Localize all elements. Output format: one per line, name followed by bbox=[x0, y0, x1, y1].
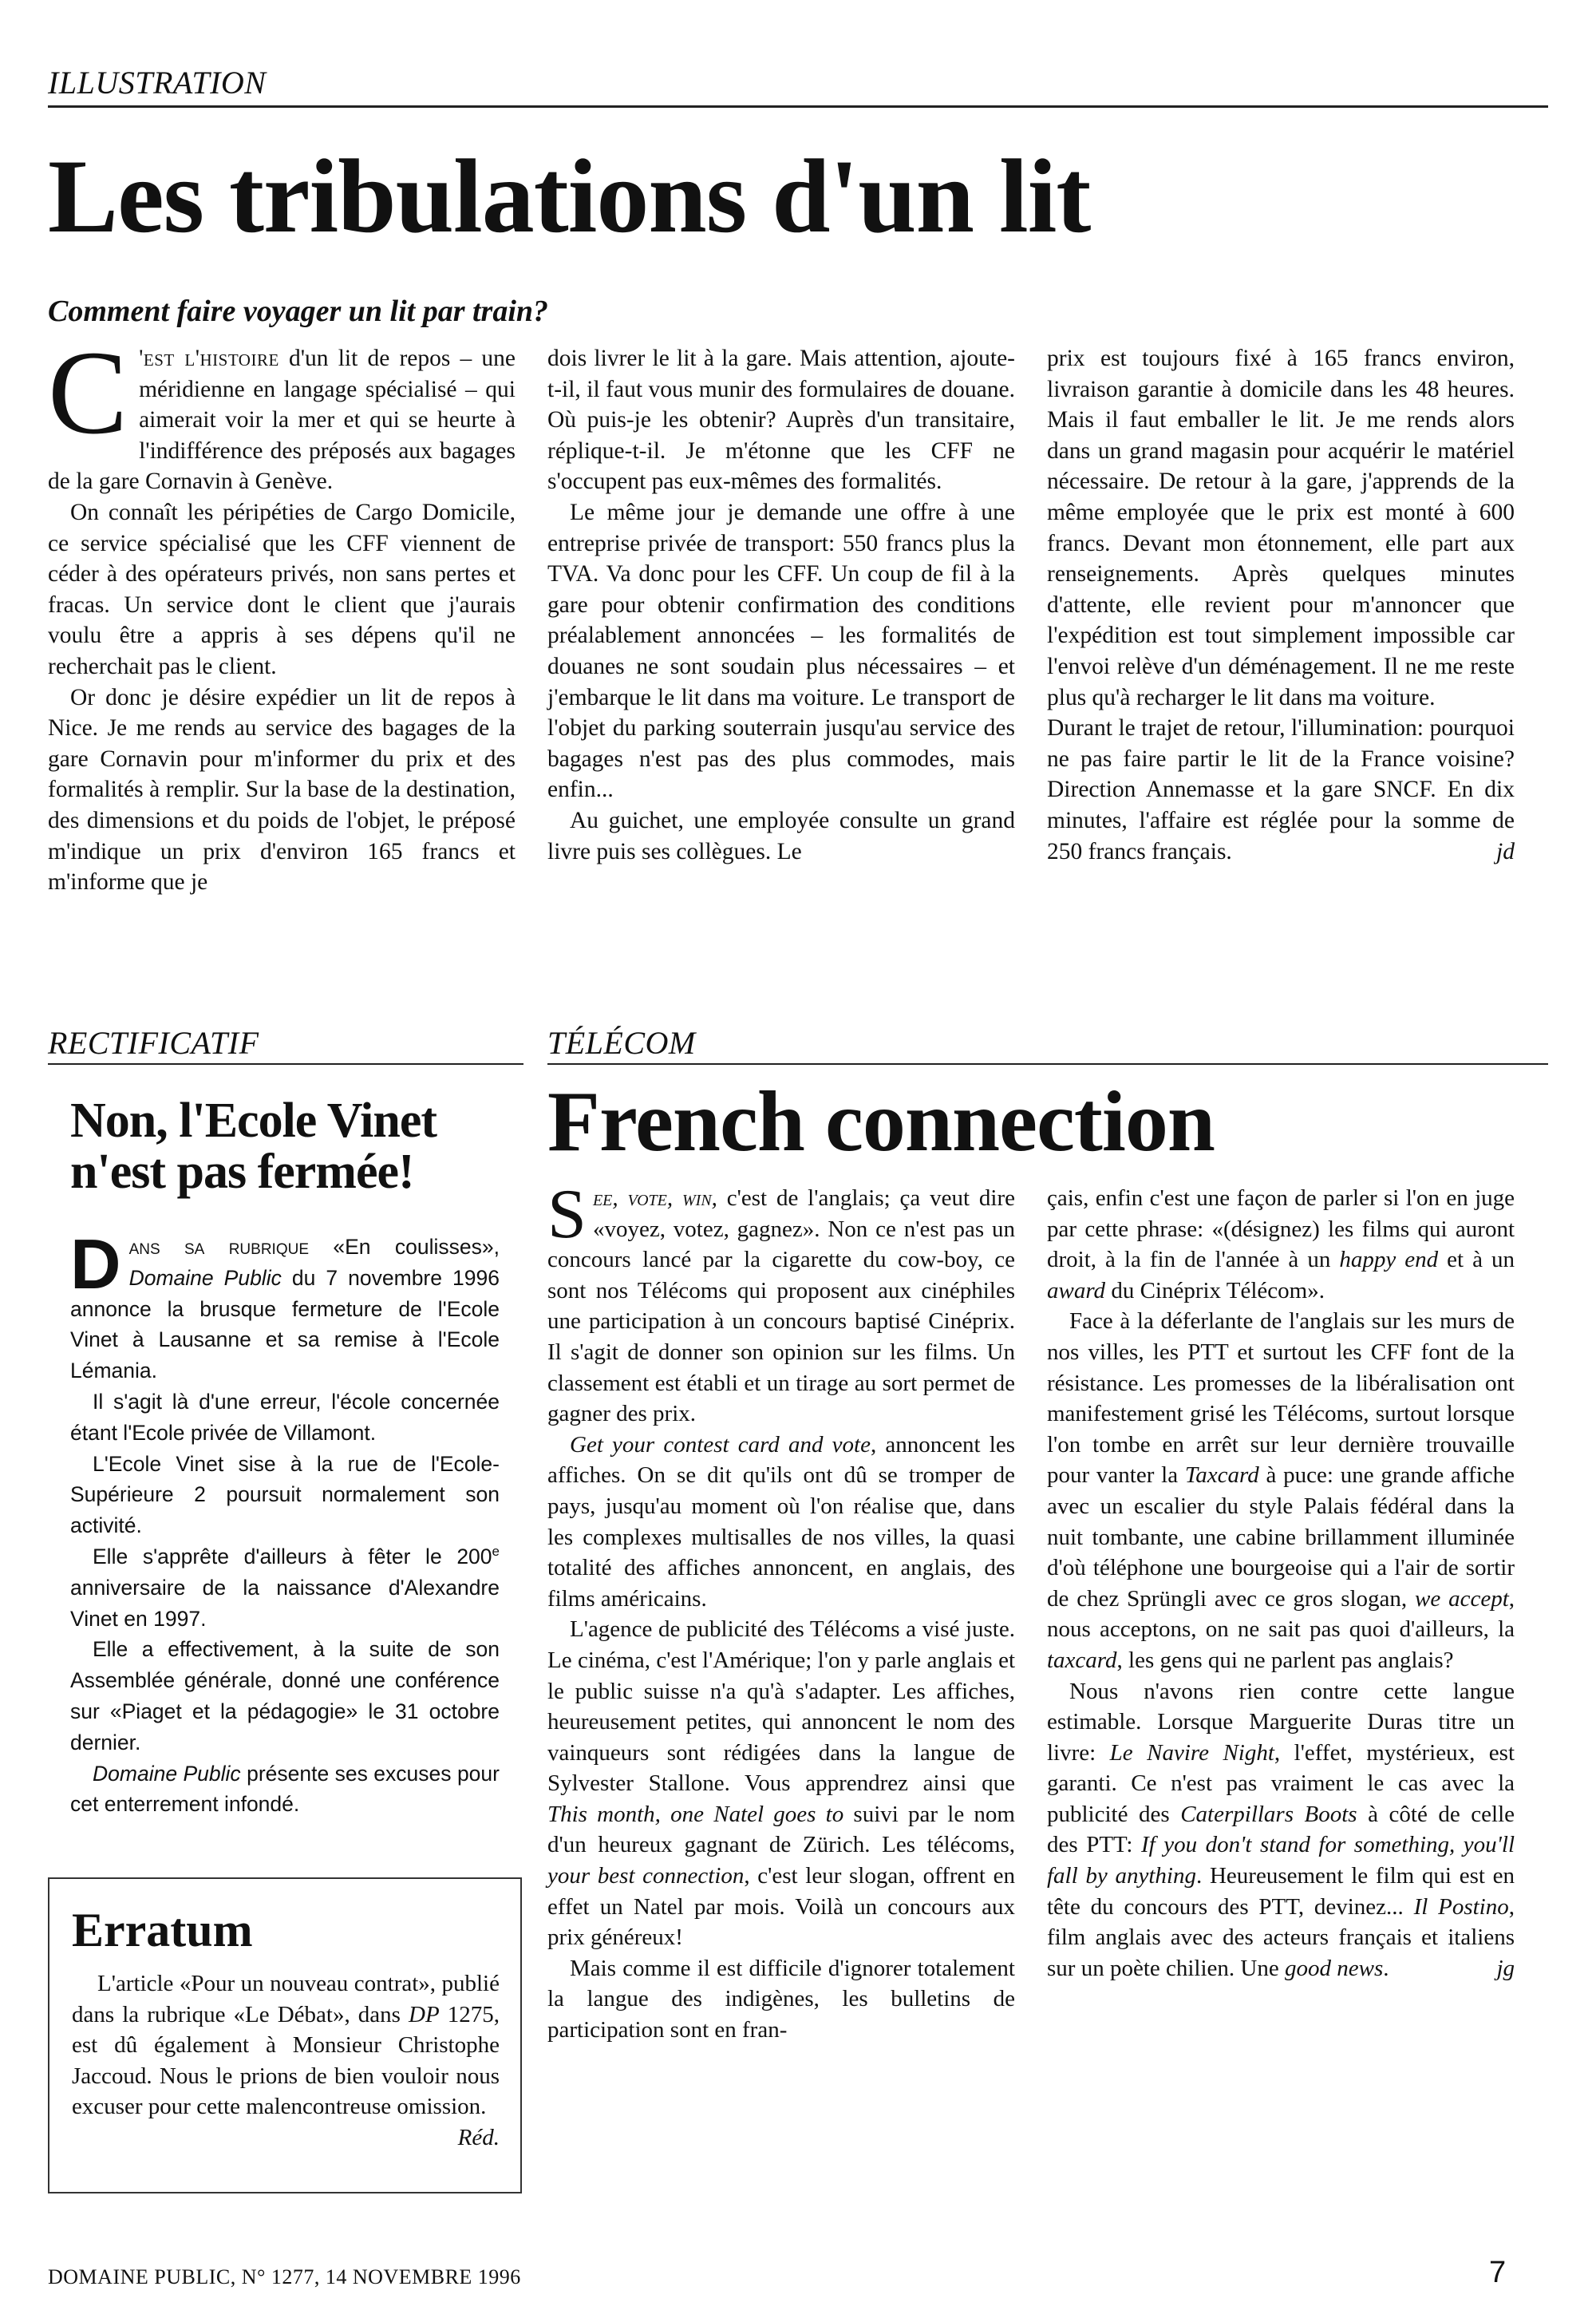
section-label-illustration: ILLUSTRATION bbox=[48, 65, 267, 101]
author-signature: jd bbox=[1496, 838, 1515, 864]
telecom-column-1: See, vote, win, c'est de l'anglais; ça veut dire «voyez, votez, gagnez». Non ce n'est pas un concours lancé par la cigarette du cow-boy, ce sont nos Télécoms qui proposent aux cinéphiles une participation à un concours baptisé Cinéprix. Il s'agit de donner son opinion sur les films. Un classement est établi et un tirage au sort permet de gagner des prix. Get your contest card and vote, annoncent les affiches. On se dit qu'ils ont dû se tromper de pays, jusqu'au moment où l'on réalise que, dans les complexes multisalles de nos villes, la quasi totalité des affiches annoncent, en anglais, des films américains. L'agence de publicité des Télécoms a visé juste. Le cinéma, c'est l'Amérique; l'on y parle anglais et le public suisse n'a qu'à s'adapter. Les affiches, heureusement petites, qui annoncent le nom des vainqueurs sont rédigées dans la langue de Sylvester Stallone. Vous apprendrez ainsi que This month, one Natel goes to suivi par le nom d'un heureux gagnant de Zürich. Les télécoms, your best connection, c'est leur slogan, offrent en effet un Natel par mois. Voilà un concours aux prix généreux! Mais comme il est difficile d'ignorer totalement la langue des indigènes, les bulletins de participation sont en fran- bbox=[547, 1183, 1015, 2046]
paragraph: dois livrer le lit à la gare. Mais attention, ajoute-t-il, il faut vous munir des formulaires de douane. Où puis-je les obtenir? Auprès d'un transitaire, réplique-t-il. Je m'étonne que les CFF ne s'occupent pas eux-mêmes des formalités. bbox=[547, 346, 1015, 495]
page-number: 7 bbox=[1489, 2256, 1507, 2289]
rectificatif-box bbox=[48, 1068, 522, 1866]
paragraph: Le même jour je demande une offre à une entreprise privée de transport: 550 francs plus la TVA. Va donc pour les CFF. Un coup de fil à la gare pour obtenir confirmation des conditions préalablement annoncées – les formalités de douanes ne sont soudain plus nécessaires – et j'embarque le lit dans ma voiture. Le transport de l'objet du parking souterrain jusqu'au service des bagages n'est pas des plus commodes, mais enfin... bbox=[547, 499, 1015, 803]
erratum-body: L'article «Pour un nouveau contrat», publié dans la rubrique «Le Débat», dans DP 1275, est dû également à Monsieur Christophe Jaccoud. Nous le prions de bien vouloir nous excuser pour cette malencontreuse omission. Réd. bbox=[72, 1968, 500, 2153]
paragraph: On connaît les péripéties de Cargo Domicile, ce service spécialisé que les CFF viennent de céder à des opérateurs privés, non sans pertes et fracas. Un service dont le client que j'aurais voulu être a appris à ses dépens qu'il ne recherchait pas le client. bbox=[48, 499, 516, 679]
page-title: Les tribulations d'un lit bbox=[48, 137, 1091, 255]
drop-cap: D bbox=[70, 1224, 121, 1303]
section-label-telecom: TÉLÉCOM bbox=[547, 1025, 696, 1061]
paragraph: prix est toujours fixé à 165 francs environ, livraison garantie à domicile dans les 48 heures. Mais il faut emballer le lit. Je me rends alors dans un grand magasin pour acquérir le matériel nécessaire. De retour à la gare, j'apprends de la même employée que le prix est monté à 600 francs. Devant mon étonnement, elle part aux renseignements. Après quelques minutes d'attente, elle revient pour m'annoncer que l'expédition est tout simplement impossible car l'envoi relève d'un déménagement. Il ne me reste plus qu'à recharger le lit dans ma voiture. bbox=[1047, 346, 1515, 710]
erratum-box bbox=[48, 1877, 522, 2193]
lead-words: 'est l'histoire bbox=[139, 346, 279, 371]
drop-cap: C bbox=[48, 326, 128, 459]
section-label-rectificatif: RECTIFICATIF bbox=[48, 1025, 259, 1061]
rectificatif-body: Dans sa rubrique «En coulisses», Domaine Public du 7 novembre 1996 annonce la brusque fermeture de l'Ecole Vinet à Lausanne et sa remise à l'Ecole Lémania. Il s'agit là d'une erreur, l'école concernée étant l'Ecole privée de Villamont. L'Ecole Vinet sise à la rue de l'Ecole-Supérieure 2 poursuit normalement son activité. Elle s'apprête d'ailleurs à fêter le 200e anniversaire de la naissance d'Alexandre Vinet en 1997. Elle a effectivement, à la suite de son Assemblée générale, donné une conférence sur «Piaget et la pédagogie» le 31 octobre dernier. Domaine Public présente ses excuses pour cet enterrement infondé. bbox=[70, 1224, 500, 1817]
rectificatif-title: Non, l'Ecole Vinet n'est pas fermée! bbox=[70, 1094, 437, 1199]
footer-publication: DOMAINE PUBLIC, N° 1277, 14 NOVEMBRE 1996 bbox=[48, 2265, 521, 2288]
telecom-title: French connection bbox=[547, 1074, 1215, 1169]
paragraph: Durant le trajet de retour, l'illumination: pourquoi ne pas faire partir le lit de la France voisine? Direction Annemasse et la gare SNCF. En dix minutes, l'affaire est réglée pour la somme de 250 francs français. jd bbox=[1047, 713, 1515, 867]
paragraph: Face à la déferlante de l'anglais sur les murs de nos villes, les PTT et surtout les CFF font de la résistance. Les promesses de la libéralisation ont manifestement grisé les Télécoms, surtout lorsque l'on tombe en arrêt sur leur dernière trouvaille pour vanter la Taxcard à puce: une grande affiche avec un escalier du style Palais fédéral dans la nuit tombante, une cabine brillamment illuminée d'où téléphone une bourgeoise qui a l'air de sortir de chez Sprüngli avec ce gros slogan, we accept, nous acceptons, on ne sait pas quoi d'ailleurs, la taxcard, les gens qui ne parlent pas anglais? bbox=[1047, 1308, 1515, 1673]
paragraph: Or donc je désire expédier un lit de repos à Nice. Je me rends au service des bagages de la gare Cornavin pour m'informer du prix et des formalités à remplir. Sur la base de la destination, des dimensions et du poids de l'objet, le préposé m'indique un prix d'environ 165 francs et m'informe que je bbox=[48, 684, 516, 896]
article-column-2 bbox=[547, 343, 1015, 867]
paragraph: L'agence de publicité des Télécoms a visé juste. Le cinéma, c'est l'Amérique; l'on y parle anglais et le public suisse n'a qu'à s'adapter. Les affiches, heureusement petites, qui annoncent le nom des vainqueurs sont rédigées dans la langue de Sylvester Stallone. Vous apprendrez ainsi que This month, one Natel goes to suivi par le nom d'un heureux gagnant de Zürich. Les télécoms, your best connection, c'est leur slogan, offrent en effet un Natel par mois. Voilà un concours aux prix généreux! bbox=[547, 1616, 1016, 1951]
paragraph: d'un lit de repos – une méridienne en langage spécialisé – qui aimerait voir la mer et qui se heurte à l'indifférence des préposés aux bagages de la gare Cornavin à Genève. bbox=[48, 346, 516, 495]
section-rule bbox=[547, 1063, 1548, 1065]
drop-cap: S bbox=[547, 1176, 587, 1253]
erratum-signature: Réd. bbox=[457, 2124, 500, 2150]
article-subtitle: Comment faire voyager un lit par train? bbox=[48, 295, 549, 328]
article-column-1 bbox=[48, 326, 516, 898]
paragraph: Nous n'avons rien contre cette langue estimable. Lorsque Marguerite Duras titre un livre: Le Navire Night, l'effet, mystérieux, est garanti. Ce n'est pas vraiment le cas avec la publicité des Caterpillars Boots à côté de celle des PTT: If you don't stand for something, you'll fall by anything. Heureusement le film qui est en tête du concours des PTT, devinez... Il Postino, film anglais avec des acteurs français et italiens sur un poète chilien. Une good news. jg bbox=[1047, 1676, 1515, 1984]
section-rule bbox=[48, 1063, 523, 1065]
article-column-3 bbox=[1047, 343, 1515, 867]
telecom-column-2 bbox=[1047, 1183, 1515, 1984]
erratum-title: Erratum bbox=[72, 1904, 253, 1956]
paragraph: çais, enfin c'est une façon de parler si l'on en juge par cette phrase: «(désignez) les films qui auront droit, à la fin de l'année à un happy end et à un award du Cinéprix Télécom». bbox=[1047, 1185, 1515, 1303]
paragraph: Mais comme il est difficile d'ignorer totalement la langue des indigènes, les bulletins de participation sont en fran- bbox=[547, 1955, 1015, 2043]
paragraph: Get your contest card and vote, annoncent les affiches. On se dit qu'ils ont dû se tromper de pays, jusqu'au moment où l'on réalise que, dans les complexes multisalles de nos villes, la quasi totalité des affiches annoncent, en anglais, des films américains. bbox=[547, 1431, 1015, 1612]
paragraph: Au guichet, une employée consulte un grand livre puis ses collègues. Le bbox=[547, 807, 1015, 864]
section-rule bbox=[48, 105, 1548, 108]
author-signature: jg bbox=[1496, 1955, 1515, 1981]
